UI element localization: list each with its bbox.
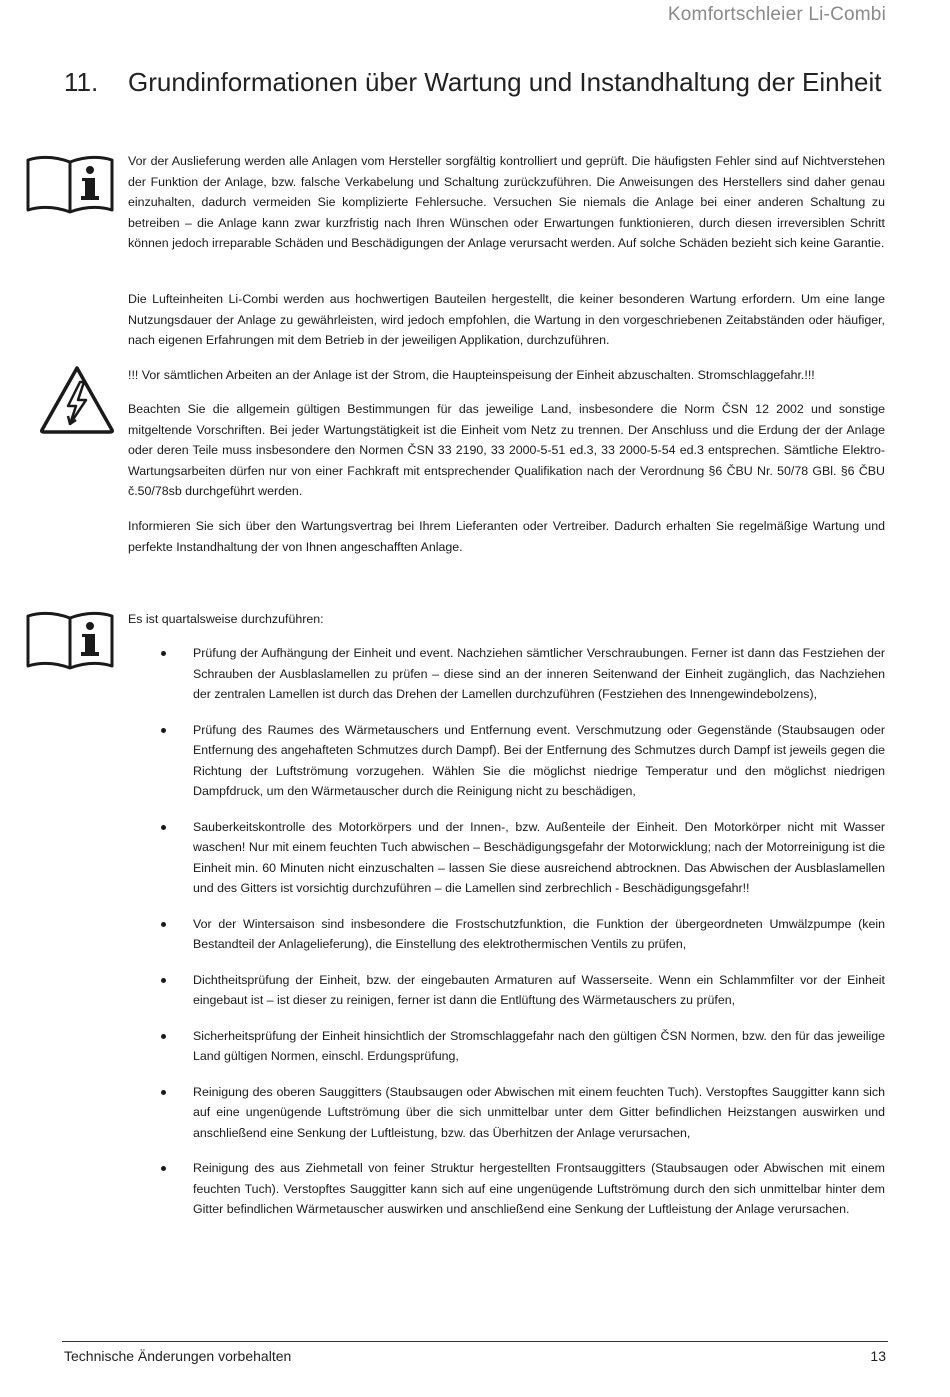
bullet-icon	[161, 825, 166, 830]
document-header-title: Komfortschleier Li-Combi	[667, 4, 886, 25]
electric-hazard-icon	[38, 364, 116, 436]
bullet-icon	[161, 1166, 166, 1171]
maintenance-checklist	[128, 643, 885, 1235]
bullet-icon	[161, 651, 166, 656]
list-item: Reinigung des aus Ziehmetall von feiner Struktur hergestellten Frontsauggitters (Staubsaugen oder Abwischen mit einem feuchten Tuch). Verstopftes Sauggitter kann sich auf eine ungenügende Luftströmung durch den sich unmittelbar hinter dem Gitter befindlichen Wärmetauscher auswirken und anschließend eine Senkung der Luftleistung der Anlage verursachen.	[128, 1158, 885, 1220]
bullet-icon	[161, 728, 166, 733]
list-item: Reinigung des oberen Sauggitters (Staubsaugen oder Abwischen mit einem feuchten Tuch). Verstopftes Sauggitter kann sich auf eine ungenügende Luftströmung über die sich unmittelbar unter dem Gitter befindlichen Heizstangen auswirken und anschließend eine Senkung der Luftleistung, bzw. das Überhitzen der Anlage verursachen,	[128, 1082, 885, 1144]
list-item: Vor der Wintersaison sind insbesondere die Frostschutzfunktion, die Funktion der übergeordneten Umwälzpumpe (kein Bestandteil der Anlagelieferung), die Einstellung des elektrothermischen Ventils zu prüfen,	[128, 914, 885, 955]
bullet-icon	[161, 1034, 166, 1039]
bullet-icon	[161, 922, 166, 927]
list-item: Sauberkeitskontrolle des Motorkörpers und der Innen-, bzw. Außenteile der Einheit. Den Motorkörper nicht mit Wasser waschen! Nur mit einem feuchten Tuch abwischen – Beschädigungsgefahr der Motorwicklung; nach der Motorreinigung ist die Einheit min. 60 Minuten nicht einzuschalten – lassen Sie diese ausreichend abtrocknen. Das Abwischen der Ausblaslamellen und des Gitters ist vorsichtig durchzuführen – die Lamellen sind zerbrechlich - Beschädigungsgefahr!!	[128, 817, 885, 899]
info-book-icon	[24, 608, 116, 672]
footer-note: Technische Änderungen vorbehalten	[64, 1348, 292, 1364]
bullet-icon	[161, 978, 166, 983]
paragraph-regulations: Beachten Sie die allgemein gültigen Bestimmungen für das jeweilige Land, insbesondere die Norm ČSN 12 2002 und sonstige mitgeltende Vorschriften. Bei jeder Wartungstätigkeit ist die Einheit vom Netz zu trennen. Der Anschluss und die Erdung der der Anlage oder deren Teile muss insbesondere den Normen ČSN 33 2190, 33 2000-5-51 ed.3, 33 2000-5-54 ed.3 entsprechen. Sämtliche Elektro-Wartungsarbeiten dürfen nur von einer Fachkraft mit entsprechender Qualifikation nach der Verordnung §6 ČBU Nr. 50/78 GBl. §6 ČBU č.50/78sb durchgeführt werden.	[128, 402, 885, 498]
page-number: 13	[870, 1348, 886, 1364]
bullet-icon	[161, 1090, 166, 1095]
paragraph-intro: Vor der Auslieferung werden alle Anlagen vom Hersteller sorgfältig kontrolliert und geprüft. Die häufigsten Fehler sind auf Nichtverstehen der Funktion der Anlage, bzw. falsche Verkabelung und Schaltung zurückzuführen. Die Anweisungen des Herstellers sind daher genau einzuhalten, dadurch vermeiden Sie komplizierte Fehlersuche. Versuchen Sie niemals die Anlage bei einer anderen Schaltung zu betreiben – die Anlage kann zwar kurzfristig nach Ihren Wünschen oder Erwartungen funktionieren, durch diesen irreversiblen Schritt können jedoch irreparable Schäden und Beschädigungen der Anlage verursacht werden. Auf solche Schäden bezieht sich keine Garantie.	[128, 154, 885, 250]
paragraph-components: Die Lufteinheiten Li-Combi werden aus hochwertigen Bauteilen hergestellt, die keiner besonderen Wartung erfordern. Um eine lange Nutzungsdauer der Anlage zu gewährleisten, wird jedoch empfohlen, die Wartung in den vorgeschriebenen Zeitabständen oder häufiger, nach eigenen Erfahrungen mit dem Betrieb in der jeweiligen Applikation, durchzuführen.	[128, 292, 885, 347]
list-item: Prüfung des Raumes des Wärmetauschers und Entfernung event. Verschmutzung oder Gegenstände (Staubsaugen oder Entfernung des angehafteten Schmutzes durch Dampf). Bei der Entfernung des Schmutzes durch Dampf ist jeweils gegen die Richtung der Luftströmung vorzugehen. Wählen Sie die möglichst niedrige Temperatur und den möglichst niedrigen Dampfdruck, um den Wärmetauscher durch die Reinigung nicht zu beschädigen,	[128, 720, 885, 802]
section-number: 11.	[64, 67, 99, 97]
paragraph-service-contract: Informieren Sie sich über den Wartungsvertrag bei Ihrem Lieferanten oder Vertreiber. Dadurch erhalten Sie regelmäßige Wartung und perfekte Instandhaltung der von Ihnen angeschafften Anlage.	[128, 519, 885, 554]
quarterly-intro: Es ist quartalsweise durchzuführen:	[128, 612, 324, 626]
info-book-icon	[24, 152, 116, 216]
footer-divider	[62, 1341, 888, 1342]
warning-notice: !!! Vor sämtlichen Arbeiten an der Anlage ist der Strom, die Haupteinspeisung der Einheit abzuschalten. Stromschlaggefahr.!!!	[128, 368, 815, 382]
list-item: Dichtheitsprüfung der Einheit, bzw. der eingebauten Armaturen auf Wasserseite. Wenn ein Schlammfilter vor der Einheit eingebaut ist – ist dieser zu reinigen, ferner ist dann die Entlüftung des Wärmetauschers zu prüfen,	[128, 970, 885, 1011]
list-item: Sicherheitsprüfung der Einheit hinsichtlich der Stromschlaggefahr nach den gültigen ČSN Normen, bzw. den für das jeweilige Land gültigen Normen, einschl. Erdungsprüfung,	[128, 1026, 885, 1067]
list-item: Prüfung der Aufhängung der Einheit und event. Nachziehen sämtlicher Verschraubungen. Ferner ist dann das Festziehen der Schrauben der Ausblaslamellen zu prüfen – diese sind an der inneren Seitenwand der Einheit zugänglich, das Nachziehen der zentralen Lamellen ist durch das Drehen der Lamellen durchzuführen (Festziehen des Innengewindebolzens),	[128, 643, 885, 705]
section-title: Grundinformationen über Wartung und Instandhaltung der Einheit	[128, 67, 882, 97]
